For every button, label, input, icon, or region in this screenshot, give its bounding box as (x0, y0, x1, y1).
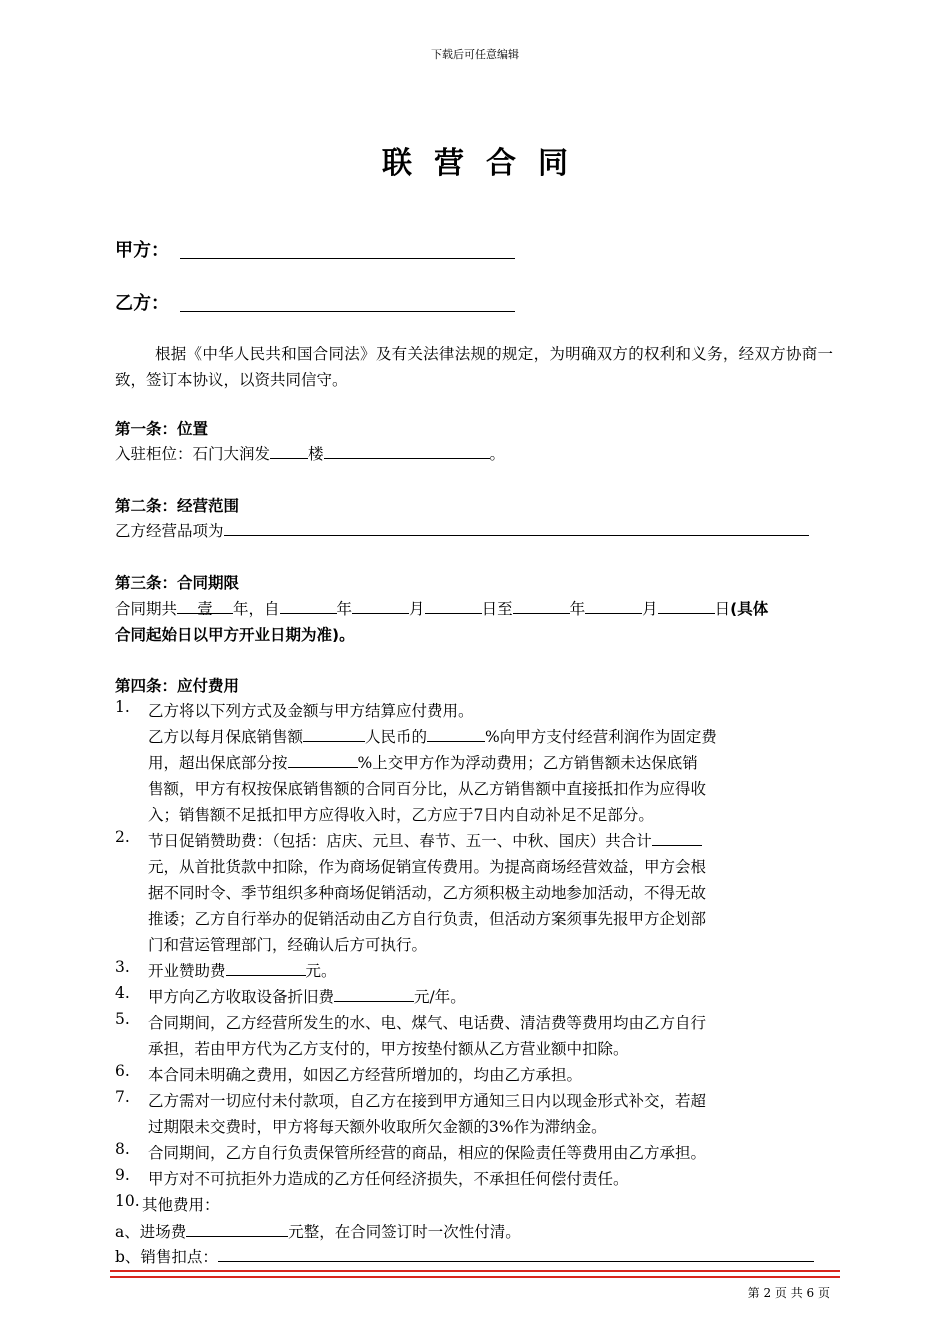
article-4-title: 第四条：应付费用 (115, 677, 240, 695)
item-2-line-a (148, 828, 702, 854)
art1-floor: 楼 (308, 445, 324, 463)
article-1-title: 第一条：位置 (115, 420, 209, 438)
item-number: 5. (115, 1010, 130, 1028)
item-2-line-b: 元，从首批货款中扣除，作为商场促销宣传费用。为提高商场经营效益，甲方会根 (148, 858, 707, 876)
float-percent-blank (288, 750, 358, 768)
subitem-a-line (115, 1219, 521, 1245)
item-1-line-a: 乙方将以下列方式及金额与甲方结算应付费用。 (148, 702, 474, 720)
art3-t9: (具体 (730, 600, 769, 618)
end-day-blank (658, 596, 715, 614)
art1-end: 。 (489, 445, 506, 463)
art3-t2: 年，自 (233, 600, 280, 618)
item-number: 3. (115, 958, 130, 976)
start-month-blank (352, 596, 409, 614)
item-8-line: 合同期间，乙方自行负责保管所经营的商品，相应的保险责任等费用由乙方承担。 (148, 1144, 707, 1162)
article-3-line1 (115, 596, 768, 622)
business-scope-blank (224, 518, 809, 536)
i1-b3: %向甲方支付经营利润作为固定费 (485, 728, 717, 746)
floor-blank (270, 441, 308, 459)
article-3-line2: 合同起始日以甲方开业日期为准)。 (115, 626, 355, 644)
item-number: 10. (115, 1192, 140, 1210)
art3-t6: 年 (569, 600, 586, 618)
sa-a: a、进场费 (115, 1223, 187, 1241)
item-2-line-e: 门和营运管理部门，经确认后方可执行。 (148, 936, 428, 954)
min-sales-blank (303, 724, 365, 742)
art2-text: 乙方经营品项为 (115, 522, 224, 540)
art3-t1: 合同期共 (115, 600, 178, 618)
art1-text: 入驻柜位：石门大润发 (115, 445, 271, 463)
position-blank (324, 441, 490, 459)
end-year-blank (513, 596, 570, 614)
fixed-percent-blank (427, 724, 485, 742)
party-a-label: 甲方： (115, 240, 169, 261)
entry-fee-blank (186, 1219, 288, 1237)
i3-a: 开业赞助费 (148, 962, 226, 980)
item-1-line-b (148, 724, 717, 750)
item-number: 2. (115, 828, 130, 846)
art3-t5: 日至 (481, 600, 513, 618)
article-2-line (115, 518, 809, 544)
intro-paragraph: 根据《中华人民共和国合同法》及有关法律法规的规定，为明确双方的权利和义务，经双方协商一致，签订本协议，以资共同信守。 (115, 345, 833, 389)
i1-c1: 用，超出保底部分按 (148, 754, 288, 772)
header-note: 下载后可任意编辑 (431, 48, 519, 61)
item-number: 9. (115, 1166, 130, 1184)
item-10-line: 其他费用： (142, 1196, 220, 1214)
sb-a: b、销售扣点： (115, 1248, 218, 1266)
item-5-line-a: 合同期间，乙方经营所发生的水、电、煤气、电话费、清洁费等费用均由乙方自行 (148, 1014, 707, 1032)
page-number: 第 2 页 共 6 页 (747, 1286, 830, 1300)
item-number: 8. (115, 1140, 130, 1158)
item-1-line-d: 售额，甲方有权按保底销售额的合同百分比，从乙方销售额中直接抵扣作为应得收 (148, 780, 707, 798)
footer-rule-bottom (110, 1276, 840, 1278)
start-day-blank (425, 596, 482, 614)
opening-fee-blank (226, 958, 306, 976)
page-title: 联营合同 (382, 146, 590, 181)
i4-a: 甲方向乙方收取设备折旧费 (148, 988, 335, 1006)
i2-a: 节日促销赞助费：（包括：店庆、元旦、春节、五一、中秋、国庆）共合计 (148, 832, 652, 850)
item-4-line (148, 984, 466, 1010)
sales-commission-blank (218, 1244, 814, 1262)
promo-fee-blank (652, 828, 702, 846)
party-b-label: 乙方： (115, 293, 169, 314)
item-number: 1. (115, 698, 130, 716)
art3-t8: 日 (714, 600, 731, 618)
item-2-line-d: 推诿；乙方自行举办的促销活动由乙方自行负责，但活动方案须事先报甲方企划部 (148, 910, 707, 928)
depreciation-fee-blank (334, 984, 414, 1002)
item-6-line: 本合同未明确之费用，如因乙方经营所增加的，均由乙方承担。 (148, 1066, 583, 1084)
article-2-title: 第二条：经营范围 (115, 497, 240, 515)
item-5-line-b: 承担，若由甲方代为乙方支付的，甲方按垫付额从乙方营业额中扣除。 (148, 1040, 629, 1058)
party-a-blank (180, 258, 515, 259)
item-2-line-c: 据不同时令、季节组织多种商场促销活动，乙方须积极主动地参加活动，不得无故 (148, 884, 707, 902)
art3-t3: 年 (336, 600, 353, 618)
article-3-title: 第三条：合同期限 (115, 574, 240, 592)
item-number: 6. (115, 1062, 130, 1080)
item-7-line-b: 过期限未交费时，甲方将每天额外收取所欠金额的3%作为滞纳金。 (148, 1118, 607, 1136)
item-1-line-c (148, 750, 698, 776)
subitem-b-line (115, 1244, 814, 1270)
i1-b1: 乙方以每月保底销售额 (148, 728, 304, 746)
art3-t4: 月 (409, 600, 425, 618)
i1-b2: 人民币的 (365, 728, 428, 746)
item-7-line-a: 乙方需对一切应付未付款项，自乙方在接到甲方通知三日内以现金形式补交，若超 (148, 1092, 707, 1110)
contract-years: 壹 (177, 596, 233, 614)
article-1-line (115, 441, 505, 467)
sa-b: 元整，在合同签订时一次性付清。 (288, 1223, 521, 1241)
i3-b: 元。 (305, 962, 337, 980)
start-year-blank (280, 596, 337, 614)
item-9-line: 甲方对不可抗拒外力造成的乙方任何经济损失，不承担任何偿付责任。 (148, 1170, 629, 1188)
item-3-line (148, 958, 337, 984)
item-1-line-e: 入；销售额不足抵扣甲方应得收入时，乙方应于7日内自动补足不足部分。 (148, 806, 654, 824)
i4-b: 元/年。 (414, 988, 466, 1006)
party-b-blank (180, 311, 515, 312)
art3-t7: 月 (642, 600, 658, 618)
footer-rule-top (110, 1270, 840, 1272)
item-number: 7. (115, 1088, 130, 1106)
end-month-blank (585, 596, 642, 614)
i1-c2: %上交甲方作为浮动费用；乙方销售额未达保底销 (357, 754, 698, 772)
item-number: 4. (115, 984, 130, 1002)
